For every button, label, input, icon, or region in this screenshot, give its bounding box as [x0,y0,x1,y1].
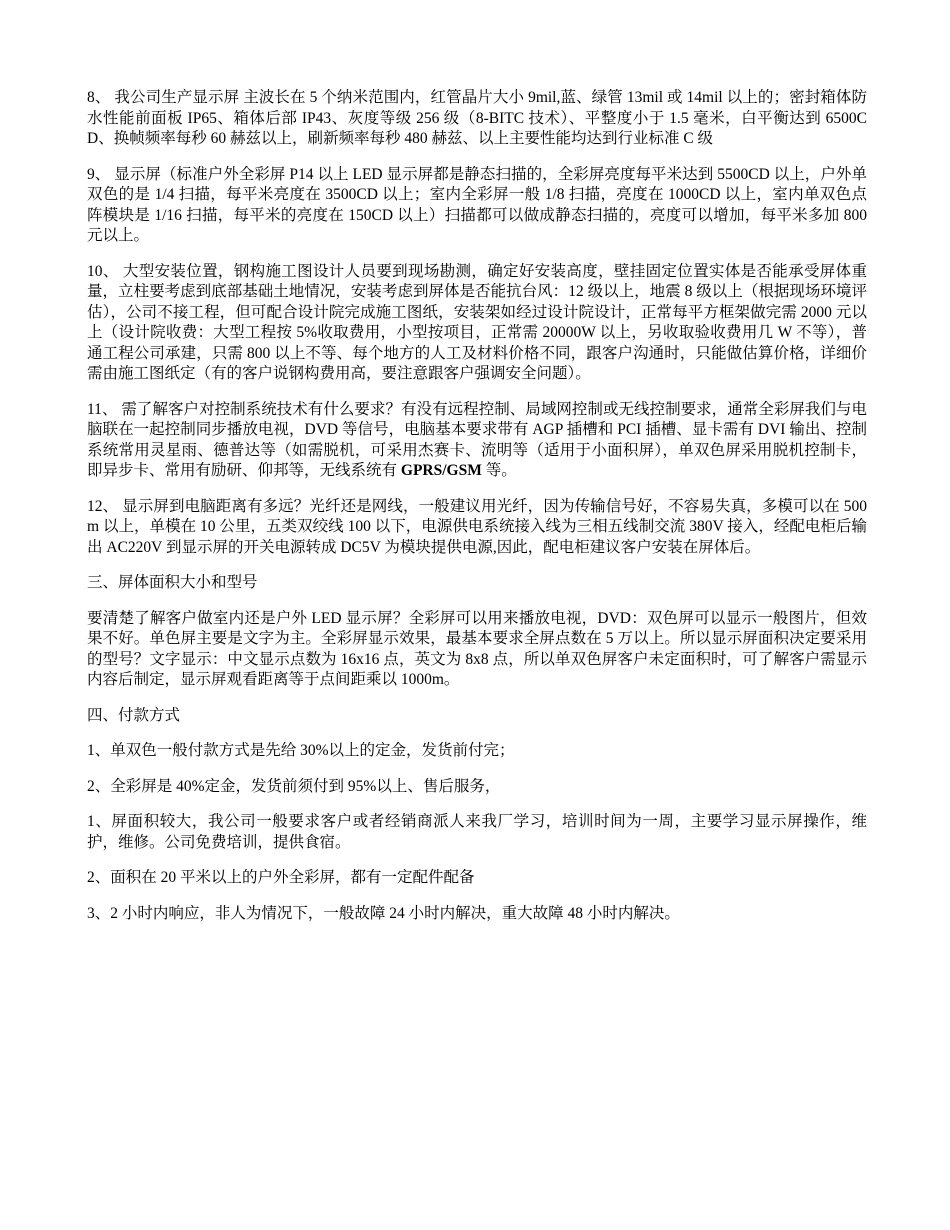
section-heading-payment: 四、付款方式 [87,706,181,724]
paragraph-11-end: 等。 [481,462,517,479]
paragraph-11 [87,400,867,482]
service-item-3: 3、2 小时内响应，非人为情况下，一般故障 24 小时内解决，重大故障 48 小时内解决。 [87,904,680,922]
service-item-2: 2、面积在 20 平米以上的户外全彩屏，都有一定配件配备 [87,869,475,886]
service-item-1: 1、屏面积较大，我公司一般要求客户或者经销商派人来我厂学习，培训时间为一周，主要学习显示屏操作，维护，维修。公司免费培训，提供食宿。 [87,813,867,851]
gprs-gsm-text: GPRS/GSM [400,462,482,479]
paragraph-screen-size: 要清楚了解客户做室内还是户外 LED 显示屏？全彩屏可以用来播放电视，DVD：双色屏可以显示一般图片，但效果不好。单色屏主要是文字为主。全彩屏显示效果，最基本要求全屏点数在 5 万以上。所以显示屏面积决定要采用的型号？文字显示：中文显示点数为 16x16 点，英文为 8x8 点，所以单双色屏客户未定面积时，可了解客户需显示内容后制定，显示屏观看距离等于点间距乘以 1000m。 [87,609,867,688]
paragraph-11-text: 11、 需了解客户对控制系统技术有什么要求？有没有远程控制、局域网控制或无线控制要求，通常全彩屏我们与电脑联在一起控制同步播放电视，DVD 等信号，电脑基本要求带有 AGP 插槽和 PCI 插槽、显卡需有 DVI 输出、控制系统常用灵星雨、德普达等（如需脱机，可采用杰赛卡、流明等（适用于小面积屏），单双色屏采用脱机控制卡，即异步卡、常用有励研、仰邦等，无线系统有 [87,400,867,479]
paragraph-9: 9、 显示屏（标准户外全彩屏 P14 以上 LED 显示屏都是静态扫描的，全彩屏亮度每平米达到 5500CD 以上，户外单双色的是 1/4 扫描，每平米亮度在 3500CD 以上；室内全彩屏一般 1/8 扫描，亮度在 1000CD 以上，室内单双色点阵模块是 1/16 扫描，每平米的亮度在 150CD 以上）扫描都可以做成静态扫描的，亮度可以增加，每平米多加 800 元以上。 [87,165,867,244]
payment-item-1: 1、单双色一般付款方式是先给 30%以上的定金，发货前付完； [87,742,515,759]
payment-item-2: 2、全彩屏是 40%定金，发货前须付到 95%以上、售后服务， [87,777,501,795]
document-page [87,88,867,939]
paragraph-8: 8、 我公司生产显示屏 主波长在 5 个纳米范围内，红管晶片大小 9mil,蓝、绿管 13mil 或 14mil 以上的；密封箱体防水性能前面板 IP65、箱体后部 IP43、灰度等级 256 级（8-BITC 技术）、平整度小于 1.5 毫米，白平衡达到 6500CD、换帧频率每秒 60 赫兹以上，刷新频率每秒 480 赫兹、以上主要性能均达到行业标准 C 级 [87,89,867,147]
paragraph-12: 12、 显示屏到电脑距离有多远？光纤还是网线，一般建议用光纤，因为传输信号好，不容易失真，多模可以在 500m 以上，单模在 10 公里，五类双绞线 100 以下，电源供电系统接入线为三相五线制交流 380V 接入，经配电柜后输出 AC220V 到显示屏的开关电源转成 DC5V 为模块提供电源,因此，配电柜建议客户安装在屏体后。 [87,497,867,556]
paragraph-10: 10、 大型安装位置，钢构施工图设计人员要到现场勘测，确定好安装高度，壁挂固定位置实体是否能承受屏体重量，立柱要考虑到底部基础土地情况，安装考虑到屏体是否能抗台风：12 级以上，地震 8 级以上（根据现场环境评估），公司不接工程，但可配合设计院完成施工图纸，安装架如经过设计院设计，正常每平方框架做完需 2000 元以上（设计院收费：大型工程按 5%收取费用，小型按项目，正常需 20000W 以上，另收取验收费用几 W 不等），普通工程公司承建，只需 800 以上不等、每个地方的人工及材料价格不同，跟客户沟通时，只能做估算价格，详细价需由施工图纸定（有的客户说钢构费用高，要注意跟客户强调安全问题）。 [87,262,867,382]
section-heading-size: 三、屏体面积大小和型号 [87,574,258,591]
